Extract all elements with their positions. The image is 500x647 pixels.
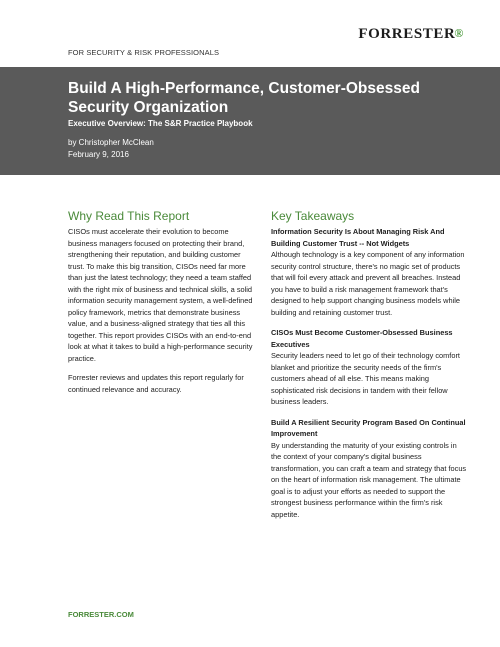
takeaway-body: Security leaders need to let go of their technology comfort blanket and prioritize the security needs of the firm's customers ahead of all else. This means making sophisticated risk decisions in tandem with their fellow business leaders. <box>271 351 460 406</box>
takeaway-item <box>271 417 467 521</box>
logo-text: FORRESTER <box>358 26 456 42</box>
forrester-link[interactable]: FORRESTER.COM <box>68 610 134 619</box>
takeaway-body: Although technology is a key component of any information security control structure, there's no magic set of products that will foil every attack and prevent all breaches. Instead you have to build a risk management framework that's designed to help support changing business models while building and retaining customer trust. <box>271 250 465 317</box>
key-takeaways-section <box>271 226 467 529</box>
audience-label: FOR SECURITY & RISK PROFESSIONALS <box>68 48 220 57</box>
takeaway-title: Information Security Is About Managing Risk And Building Customer Trust -- Not Widgets <box>271 227 445 248</box>
takeaway-item <box>271 226 467 318</box>
title-banner <box>0 67 500 175</box>
logo-mark: ® <box>454 26 464 40</box>
why-read-heading: Why Read This Report <box>68 209 190 223</box>
key-takeaways-heading: Key Takeaways <box>271 209 355 223</box>
forrester-logo <box>358 26 464 43</box>
report-date: February 9, 2016 <box>68 150 129 159</box>
report-author: by Christopher McClean <box>68 138 154 147</box>
why-read-paragraph: CISOs must accelerate their evolution to become business managers focused on protecting their brand, strengthening their reputation, and building customer trust. To make this big transition, CISOs need far more than just the latest technology; they need a team staffed with the right mix of business and technical skills, a solid information security management system, a well-defined policy framework, metrics that demonstrate business value, and a business-aligned strategy that ties all this together. This report provides CISOs with an end-to-end look at what it takes to build a high-performance security practice. <box>68 227 253 363</box>
takeaway-body: By understanding the maturity of your existing controls in the context of your company's digital business transformation, you can craft a team and strategy that focus on the heart of information risk management. The ultimate goal is to adjust your efforts as needed to support the strongest business performance within the firm's risk appetite. <box>271 440 467 519</box>
takeaway-title: CISOs Must Become Customer-Obsessed Business Executives <box>271 328 453 349</box>
why-read-paragraph: Forrester reviews and updates this report regularly for continued relevance and accuracy. <box>68 373 244 394</box>
takeaway-title: Build A Resilient Security Program Based On Continual Improvement <box>271 417 466 438</box>
report-title: Build A High-Performance, Customer-Obsessed Security Organization <box>68 80 420 116</box>
takeaway-item <box>271 327 467 408</box>
why-read-section <box>68 226 253 403</box>
report-subtitle: Executive Overview: The S&R Practice Playbook <box>68 119 253 128</box>
